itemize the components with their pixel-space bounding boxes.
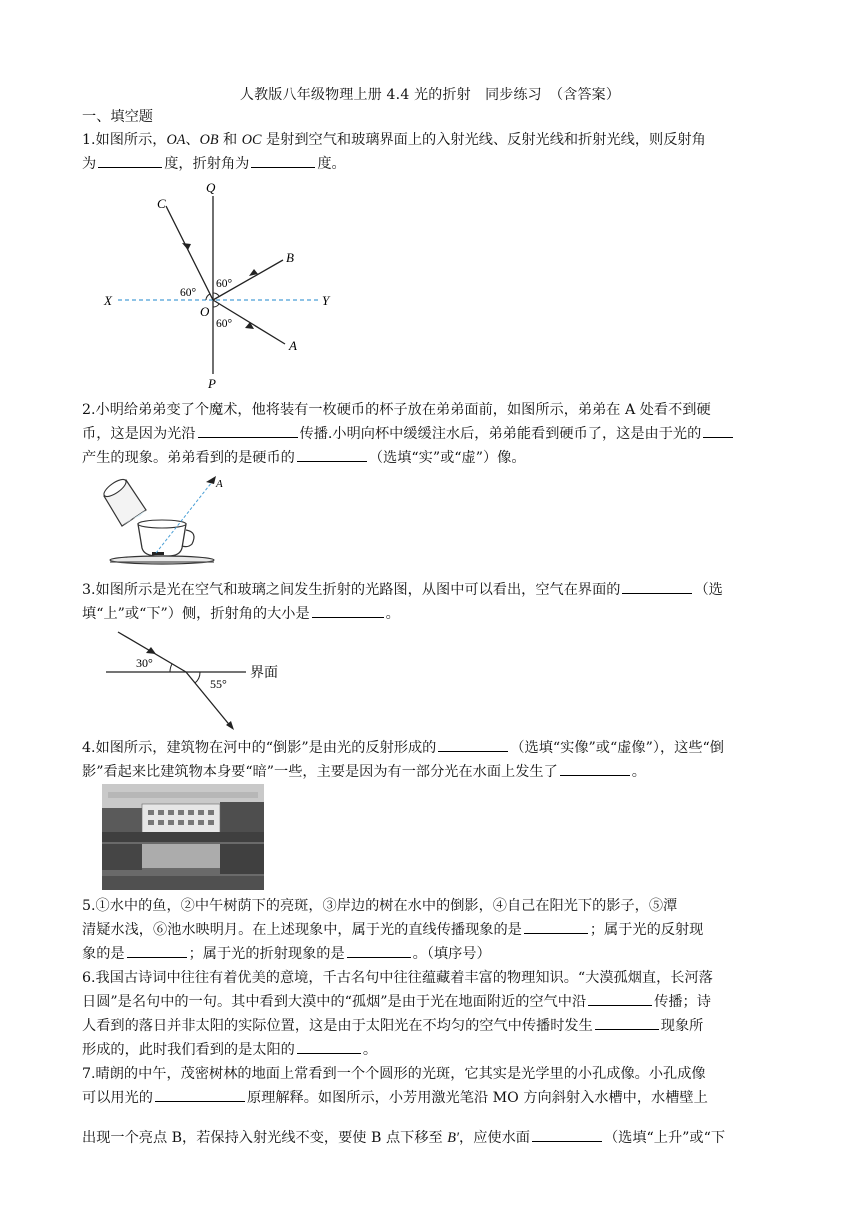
label-a: A [216,478,223,490]
label-y: Y [322,293,330,308]
arrow-ao [245,322,254,329]
angle-arc [170,664,172,672]
question-2-line-1: 2.小明给弟弟变了个魔术，他将装有一枚硬币的杯子放在弟弟面前，如图所示，弟弟在 A 处看不到硬 [82,402,711,418]
question-7-line-3: 出现一个亮点 B，若保持入射光线不变，要使 B 点下移至 B′，应使水面 （选填“上升”或“下 [82,1126,782,1150]
ray-oc [166,206,213,300]
question-2-line-3: 产生的现象。弟弟看到的是硬币的 （选填“实”或“虚”）像。 [82,446,782,470]
building-reflection-photo [102,784,264,890]
answer-blank[interactable] [524,919,588,934]
answer-blank[interactable] [312,603,384,618]
label-b: B [286,250,294,265]
label-c: C [157,196,166,211]
question-5-line-3: 象的是 ；属于光的折射现象的是 。（填序号） [82,942,782,966]
question-6-line-1: 6.我国古诗词中往往有着优美的意境，千古名句中往往蕴藏着丰富的物理知识。“大漠孤烟直，长河落 [82,970,713,986]
angle-arc [195,672,200,683]
answer-blank[interactable] [438,737,508,752]
reflection-refraction-diagram [100,176,340,392]
surface-label: 界面 [250,665,278,681]
question-7 [82,1062,782,1150]
question-5-line-2: 清疑水浅，⑥池水映明月。在上述现象中，属于光的直线传播现象的是 ；属于光的反射现 [82,918,782,942]
answer-blank[interactable] [347,943,411,958]
question-4-line-2: 影”看起来比建筑物本身要“暗”一些，主要是因为有一部分光在水面上发生了 。 [82,760,782,784]
answer-blank[interactable] [251,153,315,168]
question-7-line-1: 7.晴朗的中午，茂密树林的地面上常看到一个个圆形的光斑，它其实是光学里的小孔成像。小孔成像 [82,1066,706,1082]
label-a: A [289,338,297,353]
angle-arc [213,293,219,296]
angle-arc [213,304,219,307]
label-q: Q [206,180,216,195]
section-heading: 一、填空题 [82,109,153,125]
cup-coin-diagram [100,470,240,570]
question-4 [82,736,782,784]
arrow-oc [182,243,191,250]
question-2-line-2: 币，这是因为光沿 传播.小明向杯中缓缓注水后，弟弟能看到硬币了，这是由于光的 [82,422,782,446]
question-3 [82,578,782,626]
answer-blank[interactable] [560,761,630,776]
answer-blank[interactable] [98,153,162,168]
label-x: X [104,293,112,308]
question-4-line-1: 4.如图所示，建筑物在河中的“倒影”是由光的反射形成的 （选填“实像”或“虚像”），这些“倒 [82,736,782,760]
answer-blank[interactable] [532,1127,602,1142]
refraction-path-diagram [100,626,300,734]
coin [152,552,164,555]
question-5 [82,894,782,966]
page-title: 人教版八年级物理上册 4.4 光的折射 同步练习 （含答案） [239,87,621,103]
label-o: O [200,304,210,319]
question-5-line-1: 5.①水中的鱼，②中午树荫下的亮斑，③岸边的树在水中的倒影，④自己在阳光下的影子，⑤潭 [82,898,678,914]
answer-blank[interactable] [595,1015,659,1030]
eye-icon [206,476,216,484]
answer-blank[interactable] [198,423,298,438]
question-2 [82,398,782,470]
question-6 [82,966,782,1062]
saucer [110,556,214,564]
label-p: P [208,376,216,391]
answer-blank[interactable] [127,943,187,958]
answer-blank[interactable] [703,423,733,438]
angle-label: 60° [216,278,233,290]
question-6-line-4: 形成的，此时我们看到的是太阳的 。 [82,1038,782,1062]
angle-label: 55° [210,677,227,691]
b-prime-symbol: B′ [447,1130,459,1146]
question-6-line-2: 日圆”是名句中的一句。其中看到大漠中的“孤烟”是由于光在地面附近的空气中沿 传播；诗 [82,990,782,1014]
answer-blank[interactable] [622,579,692,594]
arrow-incident [146,647,156,654]
angle-label: 60° [180,287,197,299]
angle-arc [206,294,210,300]
answer-blank[interactable] [297,1039,361,1054]
pouring-beaker [101,476,146,526]
question-1-line-1: 1.如图所示，OA、OB 和 OC 是射到空气和玻璃界面上的入射光线、反射光线和折射光线，则反射角 [82,132,706,148]
question-1 [82,128,782,176]
answer-blank[interactable] [588,991,652,1006]
cup [138,520,194,556]
answer-blank[interactable] [155,1087,245,1102]
answer-blank[interactable] [297,447,367,462]
question-7-line-2: 可以用光的 原理解释。如图所示，小芳用激光笔沿 MO 方向斜射入水槽中，水槽壁上 [82,1086,782,1110]
angle-label: 60° [216,318,233,330]
angle-label: 30° [136,656,153,670]
question-3-line-1: 3.如图所示是光在空气和玻璃之间发生折射的光路图，从图中可以看出，空气在界面的 （选 [82,578,782,602]
question-1-line-2: 为 度，折射角为 度。 [82,152,782,176]
question-6-line-3: 人看到的落日并非太阳的实际位置，这是由于太阳光在不均匀的空气中传播时发生 现象所 [82,1014,782,1038]
question-3-line-2: 填“上”或“下”）侧，折射角的大小是 。 [82,602,782,626]
